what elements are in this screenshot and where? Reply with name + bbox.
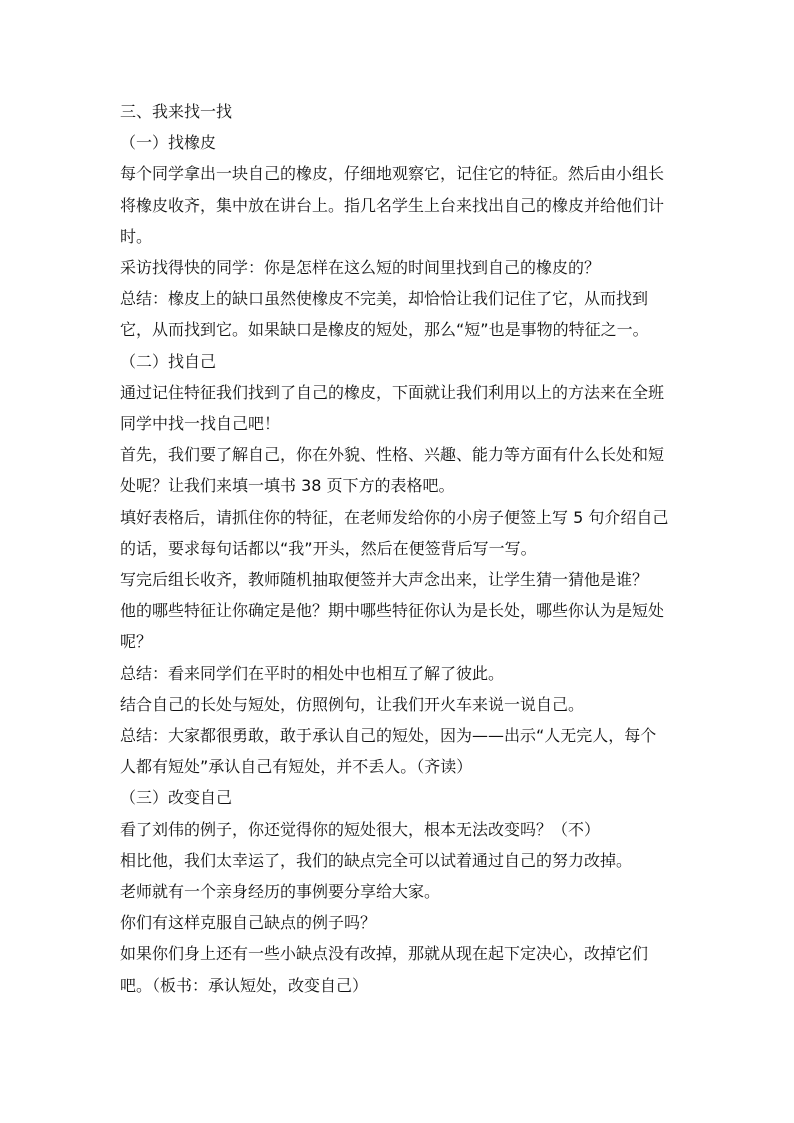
paragraph-line: 总结：橡皮上的缺口虽然使橡皮不完美，却恰恰让我们记住了它，从而找到 xyxy=(120,289,649,309)
section-heading: 三、我来找一找 xyxy=(120,102,233,121)
paragraph-line: 总结：大家都很勇敢，敢于承认自己的短处，因为——出示“人无完人，每个 xyxy=(120,726,657,746)
paragraph-line: 首先，我们要了解自己，你在外貌、性格、兴趣、能力等方面有什么长处和短 xyxy=(120,445,665,465)
paragraph-line: 的话，要求每句话都以“我”开头，然后在便签背后写一写。 xyxy=(120,538,537,558)
paragraph-line: 老师就有一个亲身经历的事例要分享给大家。 xyxy=(120,882,441,902)
paragraph-line: 写完后组长收齐，教师随机抽取便签并大声念出来，让学生猜一猜他是谁？ xyxy=(120,570,649,590)
paragraph-line: 相比他，我们太幸运了，我们的缺点完全可以试着通过自己的努力改掉。 xyxy=(120,850,633,870)
paragraph-line: 每个同学拿出一块自己的橡皮，仔细地观察它，记住它的特征。然后由小组长 xyxy=(120,164,665,184)
subsection-heading: （一）找橡皮 xyxy=(120,133,217,153)
paragraph-line: 填好表格后，请抓住你的特征，在老师发给你的小房子便签上写 5 句介绍自己 xyxy=(120,507,669,527)
paragraph-line: 看了刘伟的例子，你还觉得你的短处很大，根本无法改变吗？（不） xyxy=(120,819,601,839)
paragraph-line: 通过记住特征我们找到了自己的橡皮，下面就让我们利用以上的方法来在全班 xyxy=(120,382,665,402)
paragraph-line: 它，从而找到它。如果缺口是橡皮的短处，那么“短”也是事物的特征之一。 xyxy=(120,320,649,340)
paragraph-line: 呢？ xyxy=(120,632,153,652)
paragraph-line: 时。 xyxy=(120,226,153,246)
paragraph-line: 人都有短处”承认自己有短处，并不丢人。（齐读） xyxy=(120,757,473,777)
paragraph-line: 结合自己的长处与短处，仿照例句，让我们开火车来说一说自己。 xyxy=(120,694,585,714)
subsection-heading: （三）改变自己 xyxy=(120,788,233,808)
paragraph-line: 同学中找一找自己吧！ xyxy=(120,414,281,434)
paragraph-line: 如果你们身上还有一些小缺点没有改掉，那就从现在起下定决心，改掉它们 xyxy=(120,944,649,964)
document-body xyxy=(120,96,680,1001)
paragraph-line: 总结：看来同学们在平时的相处中也相互了解了彼此。 xyxy=(120,663,505,683)
paragraph-line: 处呢？让我们来填一填书 38 页下方的表格吧。 xyxy=(120,476,455,496)
paragraph-line: 将橡皮收齐，集中放在讲台上。指几名学生上台来找出自己的橡皮并给他们计 xyxy=(120,195,665,215)
paragraph-line: 你们有这样克服自己缺点的例子吗？ xyxy=(120,913,377,933)
paragraph-line: 吧。（板书：承认短处，改变自己） xyxy=(120,975,369,995)
paragraph-line: 采访找得快的同学：你是怎样在这么短的时间里找到自己的橡皮的？ xyxy=(120,258,601,278)
paragraph-line: 他的哪些特征让你确定是他？期中哪些特征你认为是长处，哪些你认为是短处 xyxy=(120,601,665,621)
subsection-heading: （二）找自己 xyxy=(120,351,217,371)
